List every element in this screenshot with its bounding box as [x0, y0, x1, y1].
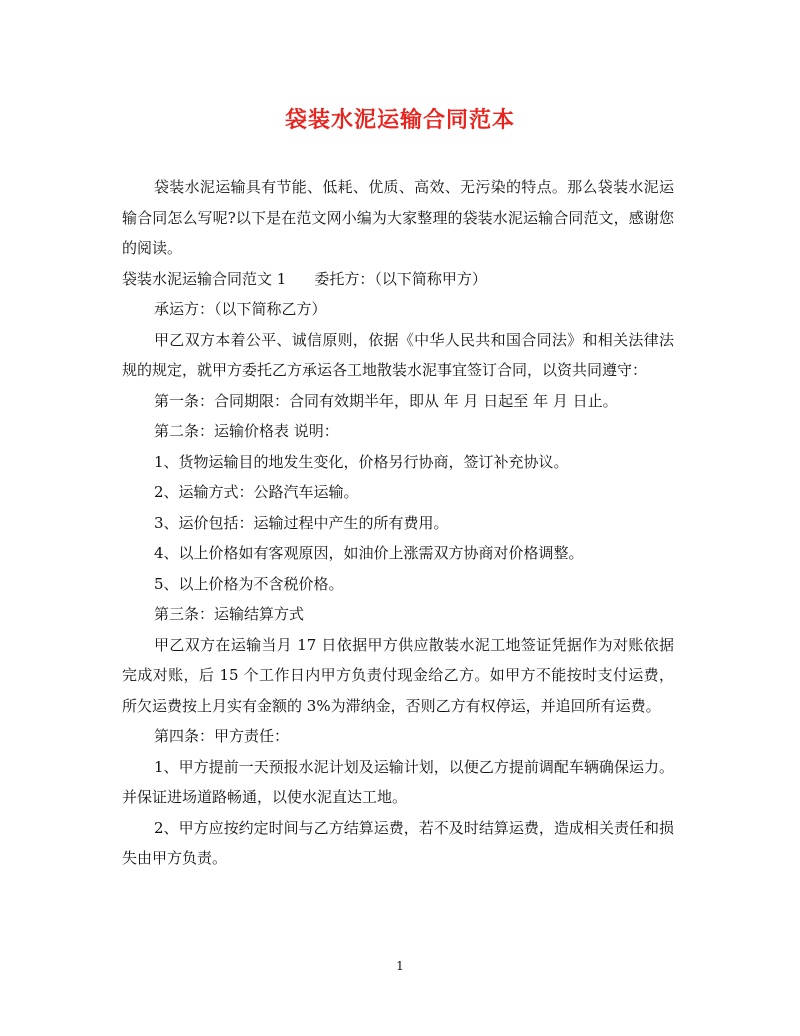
sample-heading: 袋装水泥运输合同范文 1 — [122, 269, 287, 288]
sample-heading-line — [122, 264, 674, 295]
client-party: 委托方：（以下简称甲方） — [314, 269, 487, 288]
document-title: 袋装水泥运输合同范本 — [284, 107, 515, 133]
intro-paragraph: 袋装水泥运输具有节能、低耗、优质、高效、无污染的特点。那么袋装水泥运输合同怎么写呢?以下是在范文网小编为大家整理的袋装水泥运输合同范文，感谢您的阅读。 — [122, 178, 674, 257]
carrier-party: 承运方：（以下简称乙方） — [154, 300, 327, 318]
article-4: 第四条：甲方责任： — [154, 727, 290, 745]
preamble-paragraph: 甲乙双方本着公平、诚信原则，依据《中华人民共和国合同法》和相关法律法规的规定，就甲方委托乙方承运各工地散装水泥事宜签订合同，以资共同遵守： — [122, 330, 674, 379]
document-body — [122, 172, 674, 874]
client-duty-2: 2、甲方应按约定时间与乙方结算运费，若不及时结算运费，造成相关责任和损失由甲方负责。 — [122, 818, 674, 867]
settlement-paragraph: 甲乙双方在运输当月 17 日依据甲方供应散装水泥工地签证凭据作为对账依据完成对账，后 15 个工作日内甲方负责付现金给乙方。如甲方不能按时支付运费，所欠运费按上月实有金额的 3%为滞纳金，否则乙方有权停运，并追回所有运费。 — [122, 635, 674, 715]
price-note-4: 4、以上价格如有客观原因，如油价上涨需双方协商对价格调整。 — [154, 544, 584, 562]
article-3: 第三条：运输结算方式 — [154, 605, 305, 623]
client-duty-1: 1、甲方提前一天预报水泥计划及运输计划，以便乙方提前调配车辆确保运力。并保证进场道路畅通，以使水泥直达工地。 — [122, 757, 674, 806]
article-1: 第一条：合同期限：合同有效期半年，即从 年 月 日起至 年 月 日止。 — [154, 391, 618, 410]
price-note-3: 3、运价包括：运输过程中产生的所有费用。 — [154, 513, 449, 532]
price-note-5: 5、以上价格为不含税价格。 — [154, 574, 344, 593]
price-note-1: 1、货物运输目的地发生变化，价格另行协商，签订补充协议。 — [154, 452, 569, 471]
price-note-2: 2、运输方式：公路汽车运输。 — [154, 483, 359, 501]
page-number: 1 — [396, 959, 404, 973]
article-2: 第二条：运输价格表 说明： — [154, 422, 339, 440]
